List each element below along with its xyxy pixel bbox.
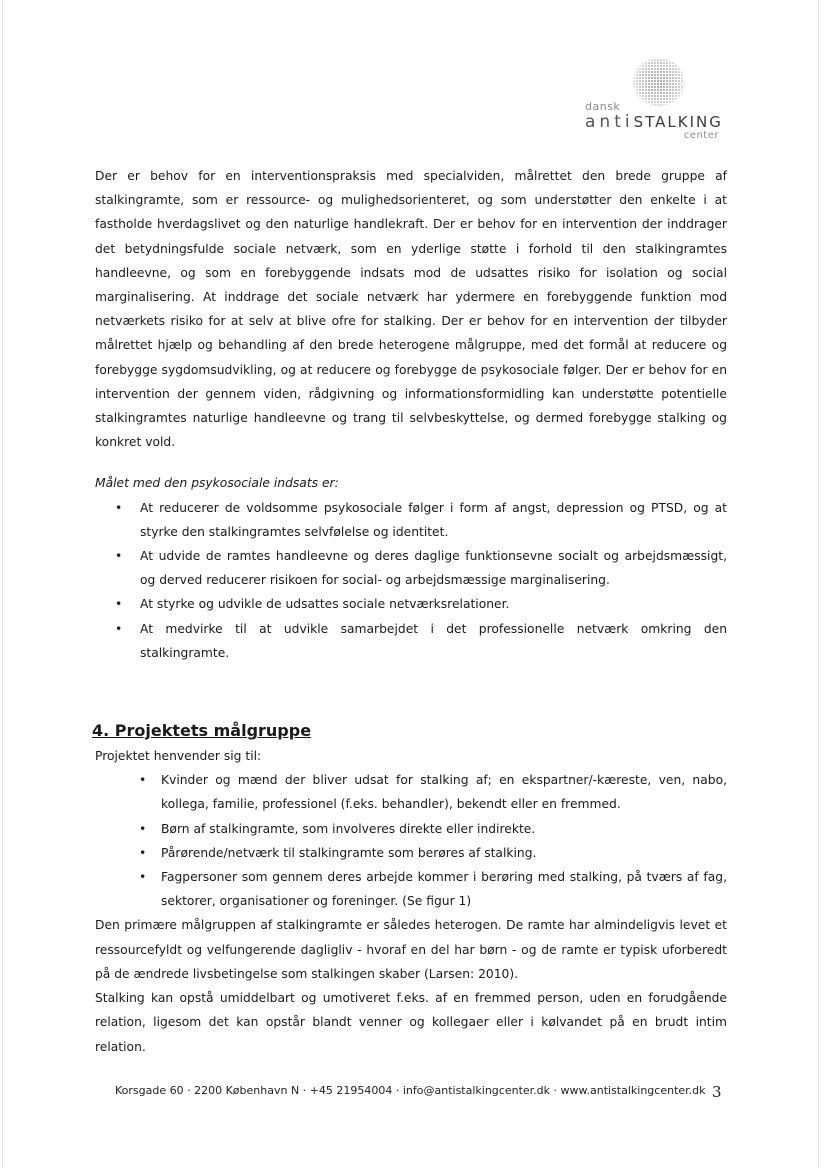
list-item: • Kvinder og mænd der bliver udsat for stalking af; en ekspartner/-kæreste, ven, nabo, kollega, familie, professionel (f.eks. behandler), bekendt eller en fremmed. [95,768,727,816]
logo-center-text: center [683,130,719,141]
list-item: • Pårørende/netværk til stalkingramte som berøres af stalking. [95,841,727,865]
list-item: • At udvide de ramtes handleevne og deres daglige funktionsevne socialt og arbejdsmæssigt, og derved reducerer risikoen for social- og arbejdsmæssige marginalisering. [95,544,727,592]
list-item: • Børn af stalkingramte, som involveres direkte eller indirekte. [95,817,727,841]
logo-stalking-text: STALKING [633,113,723,131]
list-item: • Fagpersoner som gennem deres arbejde kommer i berøring med stalking, på tværs af fag, sektorer, organisationer og foreninger. (Se figur 1) [95,865,727,913]
list-item: • At styrke og udvikle de udsattes sociale netværksrelationer. [95,592,727,616]
document-body [92,164,727,1059]
section-heading: 4. Projektets målgruppe [92,721,312,741]
scan-edge-right [818,0,819,1168]
target-group-list [95,768,727,913]
section-intro: Projektet henvender sig til: [95,749,262,764]
logo-globe-icon [633,58,685,106]
list-item: • At medvirke til at udvikle samarbejdet i det professionelle netværk omkring den stalkingramte. [95,617,727,665]
footer-contact: Korsgade 60 · 2200 København N · +45 21954004 · info@antistalkingcenter.dk · www.antistalkingcenter.dk [115,1084,706,1097]
aims-intro: Målet med den psykosociale indsats er: [95,476,339,491]
scan-edge-left [2,0,3,1168]
list-item: • At reducerer de voldsomme psykosociale følger i form af angst, depression og PTSD, og at styrke den stalkingramtes selvfølelse og identitet. [95,496,727,544]
organization-logo [557,58,723,148]
aims-list [95,496,727,665]
logo-wordmark [585,112,723,132]
paragraph-target-group: Den primære målgruppen af stalkingramte er således heterogen. De ramte har almindeligvis levet et ressourcefyldt og velfungerende dagligliv - hvoraf en del har børn - og de ramte er typisk uforberedt på de ændrede livsbetingelse som stalkingen skaber (Larsen: 2010). [95,918,727,981]
paragraph-intervention-need: Der er behov for en interventionspraksis med specialviden, målrettet den brede gruppe af stalkingramte, som er ressource- og mulighedsorienteret, og som understøtter den enkelte i at fastholde hverdagslivet og den naturlige handlekraft. Der er behov for en intervention der inddrager det betydningsfulde sociale netværk, som en yderlige støtte i forhold til den stalkingramtes handleevne, og som en forebyggende indsats mod de udsattes risiko for isolation og social marginalisering. At inddrage det sociale netværk har ydermere en forebyggende funktion mod netværkets risiko for at selv at blive ofre for stalking. Der er behov for en intervention der tilbyder målrettet hjælp og behandling af den brede heterogene målgruppe, med det formål at reducere og forebygge sygdomsudvikling, og at reducere og forebygge de psykosociale følger. Der er behov for en intervention der gennem viden, rådgivning og informationsformidling kan understøtte potentielle stalkingramtes naturlige handleevne og trang til selvbeskyttelse, og dermed forebygge stalking og konkret vold. [95,169,727,450]
page-number: 3 [712,1083,722,1101]
logo-dansk-text: dansk [585,100,621,113]
paragraph-stalking-onset: Stalking kan opstå umiddelbart og umotiveret f.eks. af en fremmed person, uden en forudgående relation, ligesom det kan opstår blandt venner og kollegaer eller i kølvandet på en brudt intim relation. [95,991,727,1054]
logo-anti-text: anti [585,112,634,132]
